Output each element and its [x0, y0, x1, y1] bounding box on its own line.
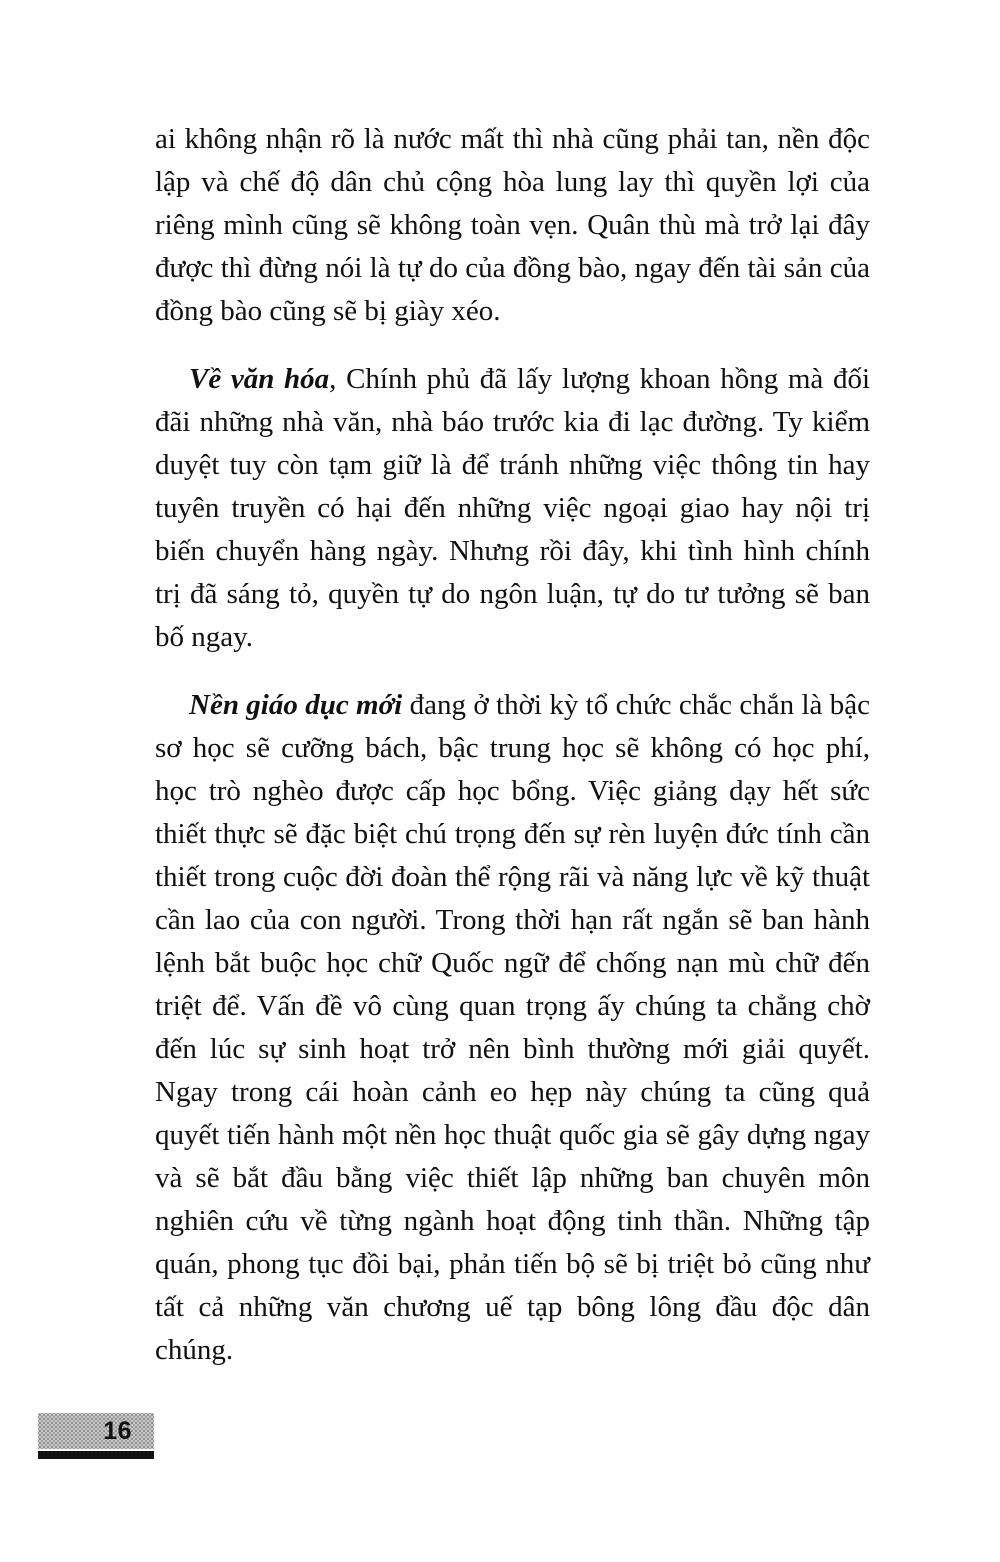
paragraph-2-text: , Chính phủ đã lấy lượng khoan hồng mà đối đãi những nhà văn, nhà báo trước kia đi lạc đường. Ty kiểm duyệt tuy còn tạm giữ là để tránh những việc thông tin hay tuyên truyền có hại đến những việc ngoại giao hay nội trị biến chuyển hàng ngày. Nhưng rồi đây, khi tình hình chính trị đã sáng tỏ, quyền tự do ngôn luận, tự do tư tưởng sẽ ban bố ngay.: [155, 363, 871, 653]
body-text: [155, 118, 870, 1397]
paragraph-2: [155, 358, 870, 659]
paragraph-3-lead: Nền giáo dục mới: [189, 689, 403, 721]
paragraph-2-lead: Về văn hóa: [189, 363, 330, 395]
paragraph-3: [155, 684, 870, 1372]
paragraph-3-text: đang ở thời kỳ tổ chức chắc chắn là bậc sơ học sẽ cưỡng bách, bậc trung học sẽ không có học phí, học trò nghèo được cấp học bổng. Việc giảng dạy hết sức thiết thực sẽ đặc biệt chú trọng đến sự rèn luyện đức tính cần thiết trong cuộc đời đoàn thể rộng rãi và năng lực về kỹ thuật cần lao của con người. Trong thời hạn rất ngắn sẽ ban hành lệnh bắt buộc học chữ Quốc ngữ để chống nạn mù chữ đến triệt để. Vấn đề vô cùng quan trọng ấy chúng ta chẳng chờ đến lúc sự sinh hoạt trở nên bình thường mới giải quyết. Ngay trong cái hoàn cảnh eo hẹp này chúng ta cũng quả quyết tiến hành một nền học thuật quốc gia sẽ gây dựng ngay và sẽ bắt đầu bằng việc thiết lập những ban chuyên môn nghiên cứu về từng ngành hoạt động tinh thần. Những tập quán, phong tục đồi bại, phản tiến bộ sẽ bị triệt bỏ cũng như tất cả những văn chương uế tạp bông lông đầu độc dân chúng.: [155, 689, 870, 1366]
paragraph-1: [155, 118, 870, 333]
page-number-box: [38, 1413, 154, 1449]
page-number: 16: [103, 1417, 132, 1445]
page-footer: [38, 1413, 154, 1459]
paragraph-1-text: ai không nhận rõ là nước mất thì nhà cũng phải tan, nền độc lập và chế độ dân chủ cộng hòa lung lay thì quyền lợi của riêng mình cũng sẽ không toàn vẹn. Quân thù mà trở lại đây được thì đừng nói là tự do của đồng bào, ngay đến tài sản của đồng bào cũng sẽ bị giày xéo.: [155, 123, 870, 327]
footer-rule: [38, 1451, 154, 1459]
